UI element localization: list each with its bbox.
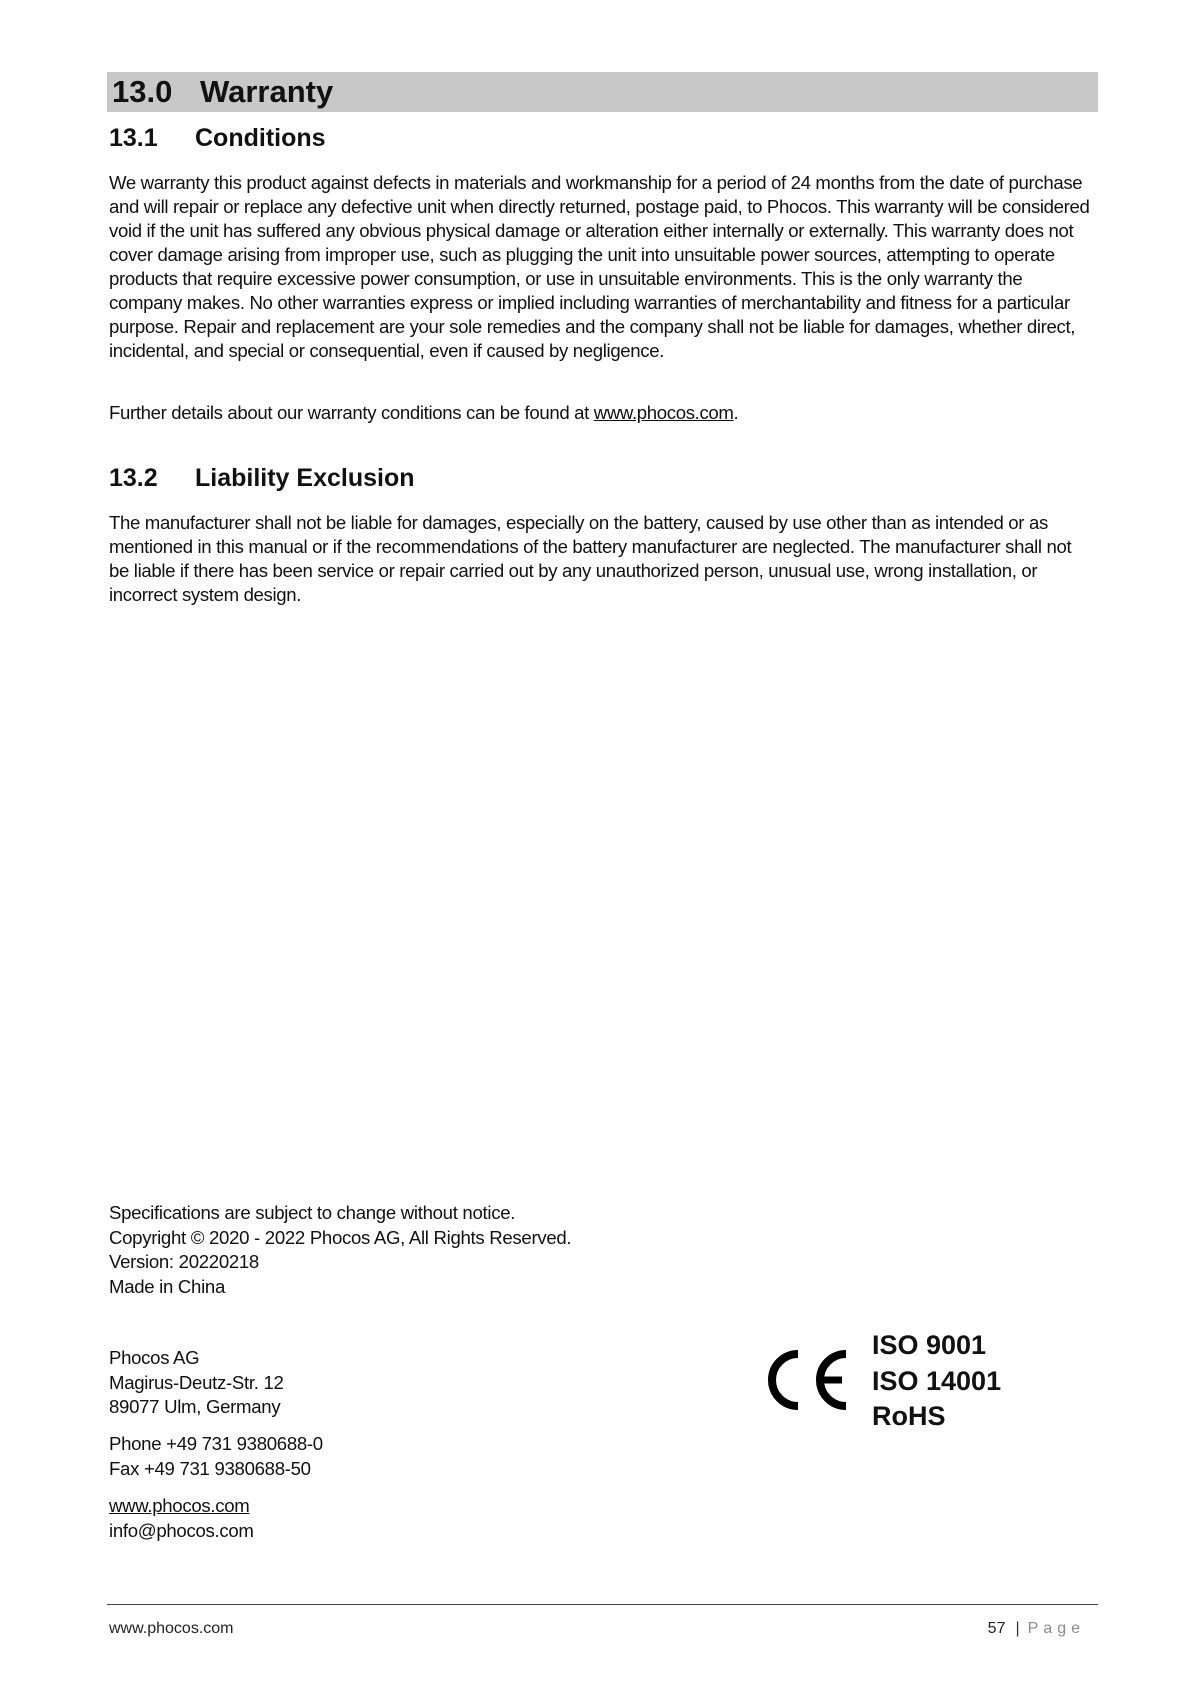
section-heading-warranty	[107, 72, 1098, 112]
warranty-link[interactable]: www.phocos.com	[593, 402, 734, 423]
subsection-title: Liability Exclusion	[195, 464, 415, 492]
footer-page-number	[988, 1620, 1085, 1638]
online-contacts	[109, 1494, 254, 1543]
liability-paragraph: The manufacturer shall not be liable for damages, especially on the battery, caused by use other than as intended or as mentioned in this manual or if the recommendations of the battery manufacturer are neglected. The manufacturer shall not be liable if there has been service or repair carried out by any unauthorized person, unusual use, wrong installation, or incorrect system design.	[109, 512, 1072, 605]
page-label: Page	[1027, 1620, 1085, 1637]
footer-divider	[107, 1604, 1098, 1605]
fax-number: Fax +49 731 9380688-50	[109, 1457, 311, 1479]
imprint-line: Made in China	[109, 1275, 225, 1297]
imprint-line: Specifications are subject to change without notice.	[109, 1202, 516, 1223]
imprint-line: Version: 20220218	[109, 1251, 259, 1272]
subsection-title: Conditions	[195, 124, 326, 152]
ce-mark-icon	[760, 1346, 852, 1414]
further-details-suffix: .	[733, 402, 739, 423]
certifications-list	[872, 1328, 1001, 1435]
subsection-heading-conditions	[109, 124, 326, 153]
imprint-block	[109, 1201, 571, 1299]
section-number: 13.0	[112, 74, 173, 109]
certification-rohs: RoHS	[872, 1401, 946, 1431]
section-title: Warranty	[200, 74, 334, 109]
footer-website[interactable]: www.phocos.com	[109, 1620, 234, 1637]
street-address: Magirus-Deutz-Str. 12	[109, 1371, 284, 1393]
city-address: 89077 Ulm, Germany	[109, 1396, 281, 1417]
certification-iso-14001: ISO 14001	[872, 1365, 1002, 1396]
further-details-text: Further details about our warranty conditions can be found at	[109, 402, 594, 423]
subsection-number: 13.2	[109, 464, 158, 492]
conditions-paragraph: We warranty this product against defects in materials and workmanship for a period of 24 months from the date of purchase and will repair or replace any defective unit when directly returned, postage paid, to Phocos. This warranty will be considered void if the unit has suffered any obvious physical damage or alteration either internally or externally. This warranty does not cover damage arising from improper use, such as plugging the unit into unsuitable power sources, attempting to operate products that require excessive power consumption, or use in unsuitable environments. This is the only warranty the company makes. No other warranties express or implied including warranties of merchantability and fitness for a particular purpose. Repair and replacement are your sole remedies and the company shall not be liable for damages, whether direct, incidental, and special or consequential, even if caused by negligence.	[109, 172, 1090, 361]
contact-numbers	[109, 1432, 323, 1481]
company-address	[109, 1346, 284, 1420]
phone-number: Phone +49 731 9380688-0	[109, 1433, 323, 1454]
subsection-number: 13.1	[109, 124, 158, 152]
imprint-line: Copyright © 2020 - 2022 Phocos AG, All Rights Reserved.	[109, 1226, 572, 1248]
subsection-heading-liability-exclusion	[109, 464, 415, 493]
certification-iso-9001: ISO 9001	[872, 1330, 987, 1360]
website-link[interactable]: www.phocos.com	[109, 1495, 250, 1516]
page-number: 57	[987, 1620, 1006, 1637]
email-address[interactable]: info@phocos.com	[109, 1519, 254, 1541]
further-details-paragraph	[109, 401, 1094, 425]
page-separator: |	[1015, 1620, 1020, 1637]
company-name: Phocos AG	[109, 1347, 200, 1368]
